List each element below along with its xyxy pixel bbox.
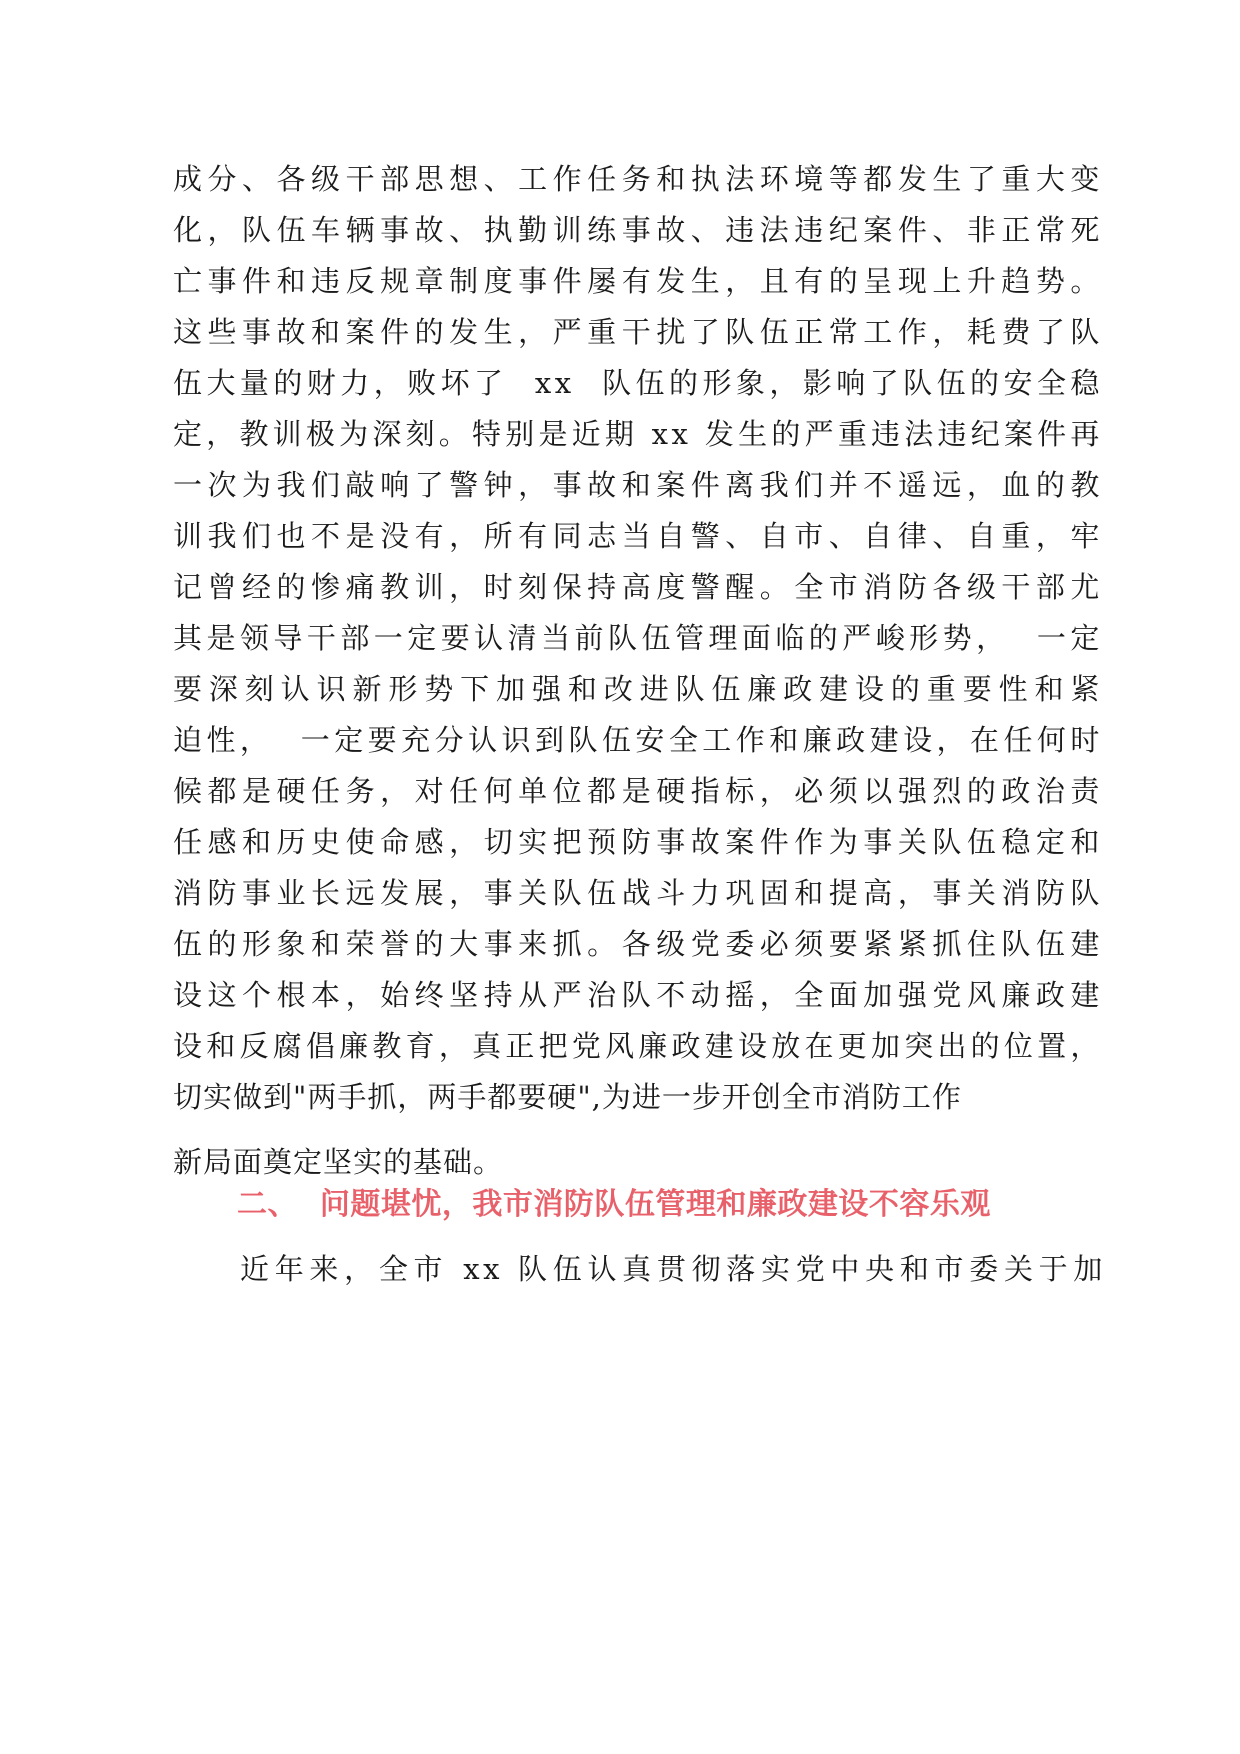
paragraph-line: 要深刻认识新形势下加强和改进队伍廉政建设的重要性和紧: [173, 672, 1103, 706]
paragraph-2-first-line: 近年来，全市 xx 队伍认真贯彻落实党中央和市委关于加: [240, 1252, 1106, 1286]
paragraph-line: 化，队伍车辆事故、执勤训练事故、违法违纪案件、非正常死: [173, 213, 1103, 247]
paragraph-line: 训我们也不是没有，所有同志当自警、自市、自律、自重，牢: [173, 519, 1103, 553]
paragraph-line: 成分、各级干部思想、工作任务和执法环境等都发生了重大变: [173, 162, 1103, 196]
paragraph-line: 记曾经的惨痛教训，时刻保持高度警醒。全市消防各级干部尤: [173, 570, 1103, 604]
paragraph-line: 一次为我们敲响了警钟，事故和案件离我们并不遥远，血的教: [173, 468, 1103, 502]
paragraph-line: 设这个根本，始终坚持从严治队不动摇，全面加强党风廉政建: [173, 978, 1103, 1012]
paragraph-line: 其是领导干部一定要认清当前队伍管理面临的严峻形势， 一定: [173, 621, 1103, 655]
paragraph-line: 亡事件和违反规章制度事件屡有发生，且有的呈现上升趋势。: [173, 264, 1103, 298]
paragraph-line: 伍的形象和荣誉的大事来抓。各级党委必须要紧紧抓住队伍建: [173, 927, 1103, 961]
paragraph-line: 消防事业长远发展，事关队伍战斗力巩固和提高，事关消防队: [173, 876, 1103, 910]
paragraph-line: 伍大量的财力，败坏了 xx 队伍的形象，影响了队伍的安全稳: [173, 366, 1103, 400]
paragraph-line: 这些事故和案件的发生，严重干扰了队伍正常工作，耗费了队: [173, 315, 1103, 349]
paragraph-line: 任感和历史使命感，切实把预防事故案件作为事关队伍稳定和: [173, 825, 1103, 859]
paragraph-1: [173, 154, 1103, 1188]
section-heading: 二、 问题堪忧，我市消防队伍管理和廉政建设不容乐观: [237, 1187, 991, 1222]
paragraph-line: 切实做到"两手抓，两手都要硬",为进一步开创全市消防工作: [173, 1080, 962, 1114]
paragraph-line: 定，教训极为深刻。特别是近期 xx 发生的严重违法违纪案件再: [173, 417, 1103, 451]
paragraph-line: 候都是硬任务，对任何单位都是硬指标，必须以强烈的政治责: [173, 774, 1103, 808]
paragraph-last-line: 新局面奠定坚实的基础。: [173, 1145, 504, 1179]
paragraph-line: 迫性， 一定要充分认识到队伍安全工作和廉政建设，在任何时: [173, 723, 1103, 757]
paragraph-line: 设和反腐倡廉教育，真正把党风廉政建设放在更加突出的位置，: [173, 1029, 1103, 1063]
